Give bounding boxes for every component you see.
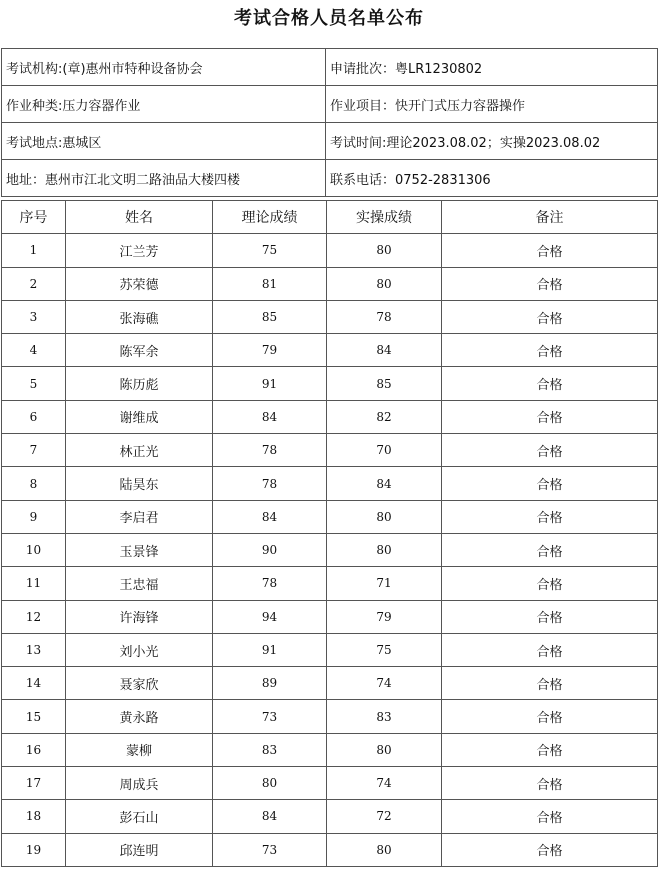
address-cell: 地址：惠州市江北文明二路油品大楼四楼: [2, 160, 326, 197]
seq-cell: 6: [2, 400, 66, 433]
table-row: [2, 533, 658, 566]
remark-cell: 合格: [442, 400, 658, 433]
seq-cell: 16: [2, 733, 66, 766]
remark-cell: 合格: [442, 367, 658, 400]
exam-org-cell: 考试机构:(章)惠州市特种设备协会: [2, 49, 326, 86]
col-header-seq: 序号: [2, 201, 66, 234]
remark-cell: 合格: [442, 334, 658, 367]
name-cell: 黄永路: [66, 700, 213, 733]
name-cell: 张海礁: [66, 300, 213, 333]
name-cell: 邱连明: [66, 833, 213, 866]
name-cell: 周成兵: [66, 767, 213, 800]
name-cell: 陈历彪: [66, 367, 213, 400]
practice-score-cell: 85: [327, 367, 442, 400]
seq-cell: 19: [2, 833, 66, 866]
remark-cell: 合格: [442, 800, 658, 833]
table-row: [2, 434, 658, 467]
theory-score-cell: 84: [213, 400, 327, 433]
practice-score-cell: 70: [327, 434, 442, 467]
table-row: [2, 833, 658, 866]
table-row: [2, 633, 658, 666]
info-row: [2, 86, 658, 123]
remark-cell: 合格: [442, 500, 658, 533]
remark-cell: 合格: [442, 467, 658, 500]
theory-score-cell: 78: [213, 467, 327, 500]
remark-cell: 合格: [442, 767, 658, 800]
location-cell: 考试地点:惠城区: [2, 123, 326, 160]
theory-score-cell: 94: [213, 600, 327, 633]
col-header-theory: 理论成绩: [213, 201, 327, 234]
remark-cell: 合格: [442, 300, 658, 333]
table-row: [2, 767, 658, 800]
seq-cell: 7: [2, 434, 66, 467]
table-row: [2, 700, 658, 733]
practice-score-cell: 75: [327, 633, 442, 666]
theory-score-cell: 84: [213, 500, 327, 533]
info-row: [2, 123, 658, 160]
seq-cell: 8: [2, 467, 66, 500]
seq-cell: 10: [2, 533, 66, 566]
name-cell: 苏荣德: [66, 267, 213, 300]
name-cell: 江兰芳: [66, 234, 213, 267]
header-row: [2, 201, 658, 234]
remark-cell: 合格: [442, 667, 658, 700]
name-cell: 许海锋: [66, 600, 213, 633]
remark-cell: 合格: [442, 533, 658, 566]
practice-score-cell: 72: [327, 800, 442, 833]
remark-cell: 合格: [442, 833, 658, 866]
theory-score-cell: 90: [213, 533, 327, 566]
table-row: [2, 733, 658, 766]
seq-cell: 11: [2, 567, 66, 600]
seq-cell: 2: [2, 267, 66, 300]
name-cell: 林正光: [66, 434, 213, 467]
name-cell: 陈军余: [66, 334, 213, 367]
seq-cell: 13: [2, 633, 66, 666]
table-row: [2, 567, 658, 600]
table-row: [2, 300, 658, 333]
seq-cell: 12: [2, 600, 66, 633]
table-row: [2, 500, 658, 533]
name-cell: 王忠福: [66, 567, 213, 600]
name-cell: 谢维成: [66, 400, 213, 433]
theory-score-cell: 84: [213, 800, 327, 833]
seq-cell: 9: [2, 500, 66, 533]
remark-cell: 合格: [442, 633, 658, 666]
table-row: [2, 467, 658, 500]
remark-cell: 合格: [442, 234, 658, 267]
theory-score-cell: 79: [213, 334, 327, 367]
practice-score-cell: 79: [327, 600, 442, 633]
table-row: [2, 267, 658, 300]
theory-score-cell: 75: [213, 234, 327, 267]
seq-cell: 17: [2, 767, 66, 800]
practice-score-cell: 80: [327, 833, 442, 866]
table-row: [2, 334, 658, 367]
remark-cell: 合格: [442, 733, 658, 766]
practice-score-cell: 80: [327, 533, 442, 566]
practice-score-cell: 84: [327, 334, 442, 367]
info-row: [2, 160, 658, 197]
info-row: [2, 49, 658, 86]
seq-cell: 5: [2, 367, 66, 400]
practice-score-cell: 80: [327, 267, 442, 300]
name-cell: 玉景锋: [66, 533, 213, 566]
name-cell: 聂家欣: [66, 667, 213, 700]
theory-score-cell: 89: [213, 667, 327, 700]
table-row: [2, 600, 658, 633]
results-table: [1, 200, 658, 867]
name-cell: 陆昊东: [66, 467, 213, 500]
practice-score-cell: 80: [327, 500, 442, 533]
col-header-name: 姓名: [66, 201, 213, 234]
batch-cell: 申请批次：粤LR1230802: [326, 49, 658, 86]
seq-cell: 3: [2, 300, 66, 333]
page-title: 考试合格人员名单公布: [234, 8, 424, 29]
phone-cell: 联系电话：0752-2831306: [326, 160, 658, 197]
seq-cell: 4: [2, 334, 66, 367]
theory-score-cell: 91: [213, 367, 327, 400]
work-item-cell: 作业项目：快开门式压力容器操作: [326, 86, 658, 123]
exam-time-cell: 考试时间:理论2023.08.02；实操2023.08.02: [326, 123, 658, 160]
theory-score-cell: 83: [213, 733, 327, 766]
remark-cell: 合格: [442, 600, 658, 633]
theory-score-cell: 85: [213, 300, 327, 333]
col-header-practice: 实操成绩: [327, 201, 442, 234]
practice-score-cell: 71: [327, 567, 442, 600]
name-cell: 彭石山: [66, 800, 213, 833]
practice-score-cell: 74: [327, 767, 442, 800]
theory-score-cell: 73: [213, 833, 327, 866]
practice-score-cell: 84: [327, 467, 442, 500]
seq-cell: 15: [2, 700, 66, 733]
theory-score-cell: 81: [213, 267, 327, 300]
work-type-cell: 作业种类:压力容器作业: [2, 86, 326, 123]
remark-cell: 合格: [442, 567, 658, 600]
table-row: [2, 234, 658, 267]
practice-score-cell: 80: [327, 234, 442, 267]
theory-score-cell: 73: [213, 700, 327, 733]
table-row: [2, 367, 658, 400]
practice-score-cell: 80: [327, 733, 442, 766]
remark-cell: 合格: [442, 700, 658, 733]
theory-score-cell: 78: [213, 434, 327, 467]
seq-cell: 18: [2, 800, 66, 833]
table-row: [2, 667, 658, 700]
col-header-remark: 备注: [442, 201, 658, 234]
remark-cell: 合格: [442, 434, 658, 467]
seq-cell: 1: [2, 234, 66, 267]
name-cell: 李启君: [66, 500, 213, 533]
theory-score-cell: 80: [213, 767, 327, 800]
theory-score-cell: 78: [213, 567, 327, 600]
name-cell: 蒙柳: [66, 733, 213, 766]
table-row: [2, 400, 658, 433]
exam-info-table: [1, 48, 658, 197]
practice-score-cell: 78: [327, 300, 442, 333]
practice-score-cell: 74: [327, 667, 442, 700]
table-row: [2, 800, 658, 833]
remark-cell: 合格: [442, 267, 658, 300]
practice-score-cell: 82: [327, 400, 442, 433]
name-cell: 刘小光: [66, 633, 213, 666]
theory-score-cell: 91: [213, 633, 327, 666]
seq-cell: 14: [2, 667, 66, 700]
practice-score-cell: 83: [327, 700, 442, 733]
